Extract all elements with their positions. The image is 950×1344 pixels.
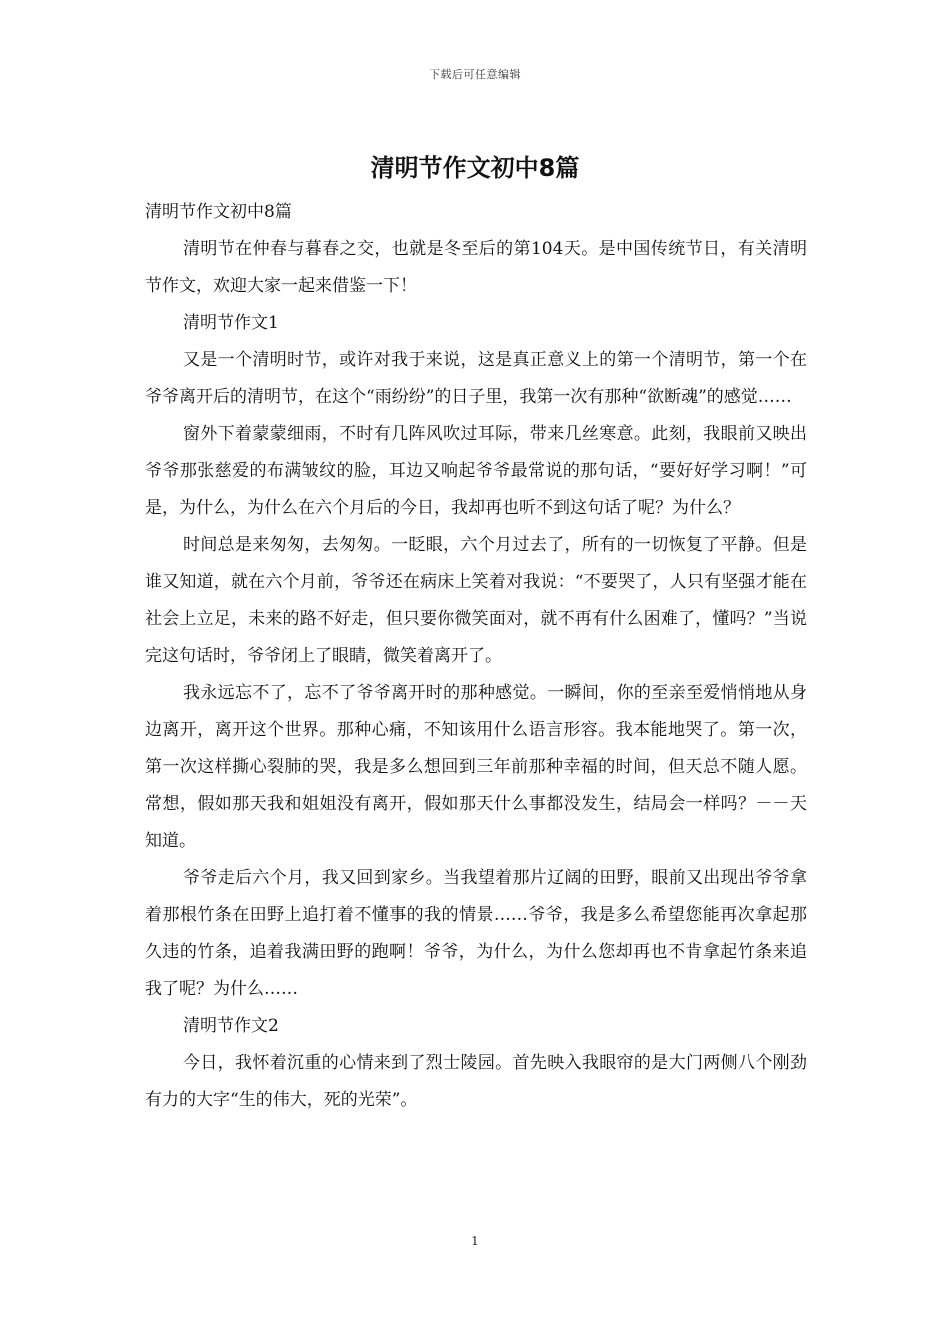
essay-1-paragraph-4: 我永远忘不了，忘不了爷爷离开时的那种感觉。一瞬间，你的至亲至爱悄悄地从身边离开，离开这个世界。那种心痛，不知该用什么语言形容。我本能地哭了。第一次，第一次这样撕心裂肺的哭，我是多么想回到三年前那种幸福的时间，但天总不随人愿。常想，假如那天我和姐姐没有离开，假如那天什么事都没发生，结局会一样吗？－－天知道。 <box>145 683 807 851</box>
header-note: 下载后可任意编辑 <box>429 68 521 81</box>
intro-paragraph: 清明节在仲春与暮春之交，也就是冬至后的第104天。是中国传统节日，有关清明节作文，欢迎大家一起来借鉴一下！ <box>145 239 807 296</box>
essay-2-paragraph-1: 今日，我怀着沉重的心情来到了烈士陵园。首先映入我眼帘的是大门两侧八个刚劲有力的大字“生的伟大，死的光荣”。 <box>145 1053 807 1110</box>
essay-2-heading: 清明节作文2 <box>183 1016 279 1036</box>
essay-1-heading: 清明节作文1 <box>183 313 279 333</box>
essay-1-paragraph-5: 爷爷走后六个月，我又回到家乡。当我望着那片辽阔的田野，眼前又出现出爷爷拿着那根竹条在田野上追打着不懂事的我的情景……爷爷，我是多么希望您能再次拿起那久违的竹条，追着我满田野的跑啊！爷爷，为什么，为什么您却再也不肯拿起竹条来追我了呢？为什么…… <box>145 868 807 999</box>
essay-1-paragraph-3: 时间总是来匆匆，去匆匆。一眨眼，六个月过去了，所有的一切恢复了平静。但是谁又知道，就在六个月前，爷爷还在病床上笑着对我说：“不要哭了，人只有坚强才能在社会上立足，未来的路不好走，但只要你微笑面对，就不再有什么困难了，懂吗？”当说完这句话时，爷爷闭上了眼睛，微笑着离开了。 <box>145 535 807 666</box>
subtitle-line: 清明节作文初中8篇 <box>145 202 292 222</box>
essay-1-paragraph-2: 窗外下着蒙蒙细雨，不时有几阵风吹过耳际，带来几丝寒意。此刻，我眼前又映出爷爷那张慈爱的布满皱纹的脸，耳边又响起爷爷最常说的那句话，“要好好学习啊！”可是，为什么，为什么在六个月后的今日，我却再也听不到这句话了呢？为什么？ <box>145 424 807 518</box>
document-body <box>145 194 807 1119</box>
document-title: 清明节作文初中8篇 <box>370 154 580 182</box>
page-number: 1 <box>471 1234 479 1248</box>
essay-1-paragraph-1: 又是一个清明时节，或许对我于来说，这是真正意义上的第一个清明节，第一个在爷爷离开后的清明节，在这个“雨纷纷”的日子里，我第一次有那种“欲断魂”的感觉…… <box>145 350 807 407</box>
